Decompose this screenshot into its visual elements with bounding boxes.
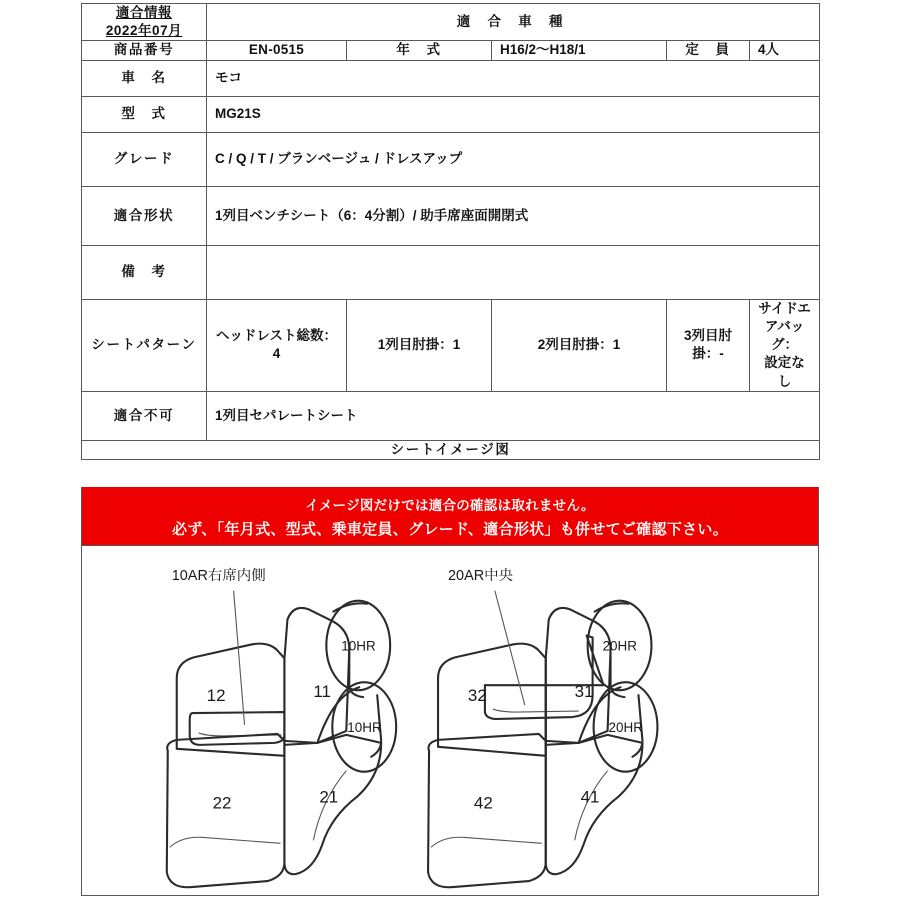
shape-label: 適合形状 xyxy=(82,186,207,245)
table-row-grade xyxy=(82,132,820,186)
table-row-shape xyxy=(82,186,820,245)
grade-label: グレード xyxy=(82,132,207,186)
seat-pattern-label: シートパターン xyxy=(82,299,207,391)
seat-pattern-cell-row3-armrest: 3列目肘掛：- xyxy=(667,299,750,391)
left-cushion-left-crease xyxy=(170,837,281,847)
right-seat-group xyxy=(428,567,657,887)
left-headrest-bottom-label: 10HR xyxy=(347,719,382,735)
left-num-11: 11 xyxy=(313,682,331,702)
left-callout-label: 10AR右席内側 xyxy=(171,567,266,584)
fitment-info-line1: 適合情報 xyxy=(115,5,173,20)
right-headrest-bottom-label: 20HR xyxy=(608,719,643,735)
remarks-label: 備 考 xyxy=(82,245,207,299)
fitment-info-cell xyxy=(82,4,207,41)
main-title: 適 合 車 種 xyxy=(207,4,820,41)
left-num-12: 12 xyxy=(206,686,226,706)
product-no-label: 商品番号 xyxy=(82,41,207,60)
incompatible-value: 1列目セパレートシート xyxy=(207,391,820,440)
table-row-header xyxy=(82,4,820,41)
capacity-label: 定 員 xyxy=(667,41,750,60)
left-armrest xyxy=(190,712,285,745)
year-label: 年 式 xyxy=(347,41,492,60)
side-airbag-line2: 設定なし xyxy=(764,355,805,389)
product-no-value: EN-0515 xyxy=(207,41,347,60)
left-num-22: 22 xyxy=(212,793,232,813)
shape-value: 1列目ベンチシート（6：4分割）/ 助手席座面開閉式 xyxy=(207,186,820,245)
seat-pattern-cell-headrest: ヘッドレスト総数：4 xyxy=(207,299,347,391)
seat-pattern-cell-row2-armrest: 2列目肘掛：1 xyxy=(492,299,667,391)
table-row-carname xyxy=(82,60,820,96)
incompatible-label: 適合不可 xyxy=(82,391,207,440)
grade-value: C / Q / T / ブランベージュ / ドレスアップ xyxy=(207,132,820,186)
year-value: H16/2〜H18/1 xyxy=(492,41,667,60)
right-armrest-center xyxy=(485,635,604,719)
seat-image-diagram xyxy=(81,545,819,896)
seat-diagram-svg xyxy=(82,546,818,895)
seat-image-title: シートイメージ図 xyxy=(82,440,820,459)
side-airbag-line1: サイドエアバッグ： xyxy=(758,300,811,353)
right-num-31: 31 xyxy=(574,682,594,702)
model-value: MG21S xyxy=(207,96,820,132)
model-label: 型 式 xyxy=(82,96,207,132)
seat-pattern-cell-side-airbag xyxy=(750,299,820,391)
warning-line1: イメージ図だけでは適合の確認は取れません。 xyxy=(305,498,595,513)
table-row-seatpattern xyxy=(82,299,820,391)
right-armrest-crease xyxy=(493,709,579,712)
left-num-21: 21 xyxy=(319,787,339,807)
right-num-42: 42 xyxy=(473,793,493,813)
right-headrest-top-label: 20HR xyxy=(602,638,637,654)
left-seat-backrest-right xyxy=(284,608,349,745)
left-seat-group xyxy=(167,567,396,887)
seat-pattern-cell-row1-armrest: 1列目肘掛：1 xyxy=(347,299,492,391)
right-callout-label: 20AR中央 xyxy=(448,567,514,584)
capacity-value: 4人 xyxy=(750,41,820,60)
table-row-incompatible xyxy=(82,391,820,440)
table-row-image-title xyxy=(82,440,820,459)
left-callout-leader xyxy=(234,591,245,725)
car-name-value: モコ xyxy=(207,60,820,96)
table-row-product xyxy=(82,41,820,60)
remarks-value xyxy=(207,245,820,299)
table-row-remarks xyxy=(82,245,820,299)
right-cushion-left-crease xyxy=(431,837,542,847)
fitment-table xyxy=(81,3,820,460)
left-headrest-top-label: 10HR xyxy=(341,638,376,654)
right-num-41: 41 xyxy=(580,787,600,807)
right-num-32: 32 xyxy=(467,686,487,706)
warning-banner xyxy=(81,487,819,546)
table-row-model xyxy=(82,96,820,132)
car-name-label: 車 名 xyxy=(82,60,207,96)
warning-line2: 必ず、「年月式、型式、乗車定員、グレード、適合形状」も併せてご確認下さい。 xyxy=(171,521,729,538)
fitment-info-line2: 2022年07月 xyxy=(105,23,183,39)
